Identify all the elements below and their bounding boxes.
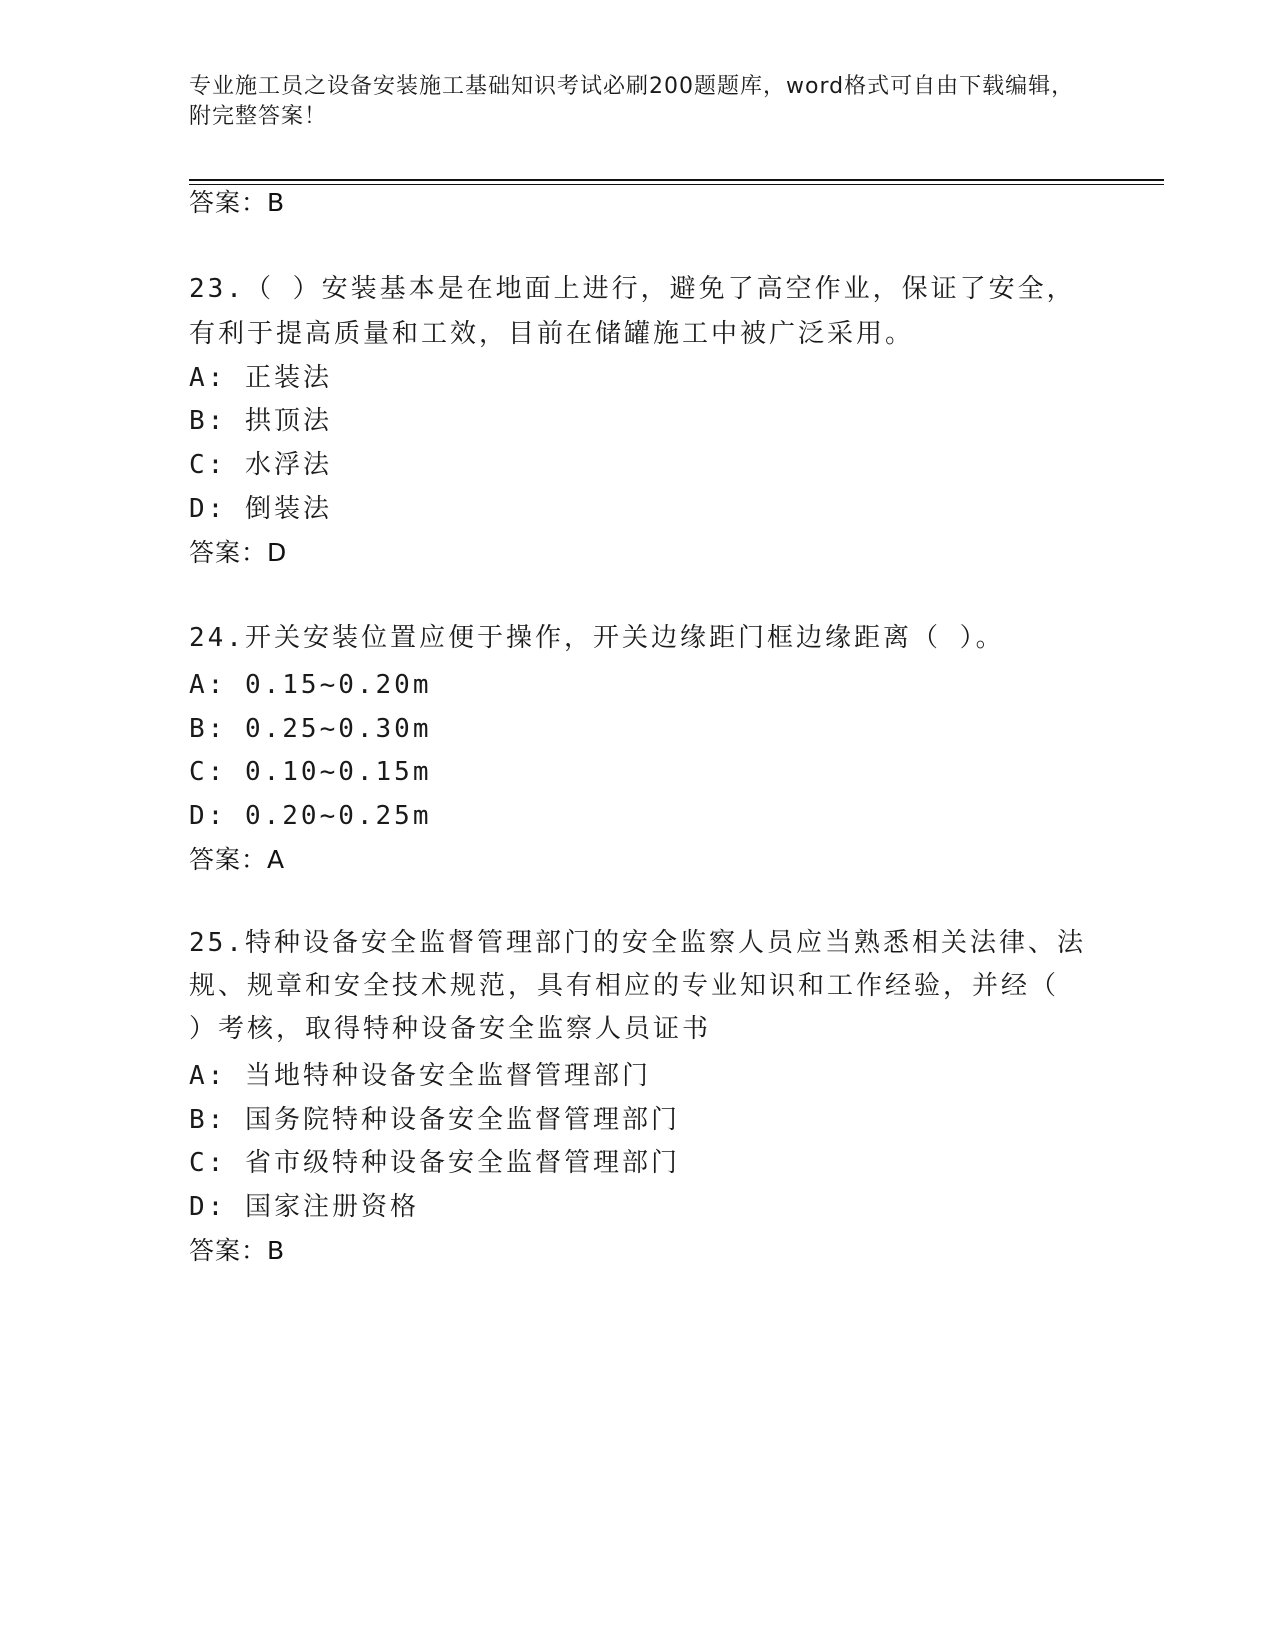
question-text: 25.特种设备安全监督管理部门的安全监察人员应当熟悉相关法律、法规、规章和安全技术规范，具有相应的专业知识和工作经验，并经（ ）考核，取得特种设备安全监察人员证书 — [189, 928, 1086, 1044]
option-a: A: 正装法 — [189, 363, 332, 393]
option-a: A: 0.15~0.20m — [189, 670, 432, 700]
option-b: B: 0.25~0.30m — [189, 714, 432, 744]
option-a: A: 当地特种设备安全监督管理部门 — [189, 1061, 651, 1091]
header-rule-thick — [189, 179, 1164, 181]
question-text: 24.开关安装位置应便于操作，开关边缘距门框边缘距离（ ）。 — [189, 623, 1005, 653]
option-c: C: 0.10~0.15m — [189, 757, 432, 787]
document-header: 专业施工员之设备安装施工基础知识考试必刷200题题库，word格式可自由下载编辑，附完整答案！ — [189, 74, 1075, 129]
answer-line: 答案：A — [189, 845, 286, 874]
header-rule-thin — [189, 184, 1164, 185]
option-c: C: 水浮法 — [189, 450, 332, 480]
option-b: B: 拱顶法 — [189, 406, 332, 436]
option-d: D: 倒装法 — [189, 494, 332, 524]
answer-line: 答案：B — [189, 1236, 286, 1265]
question-text: 23.（ ）安装基本是在地面上进行，避免了高空作业，保证了安全，有利于提高质量和工效，目前在储罐施工中被广泛采用。 — [189, 274, 1076, 349]
answer-line: 答案：D — [189, 538, 288, 567]
option-c: C: 省市级特种设备安全监督管理部门 — [189, 1148, 680, 1178]
option-d: D: 0.20~0.25m — [189, 801, 432, 831]
answer-line: 答案：B — [189, 188, 286, 217]
option-d: D: 国家注册资格 — [189, 1192, 419, 1222]
option-b: B: 国务院特种设备安全监督管理部门 — [189, 1105, 680, 1135]
